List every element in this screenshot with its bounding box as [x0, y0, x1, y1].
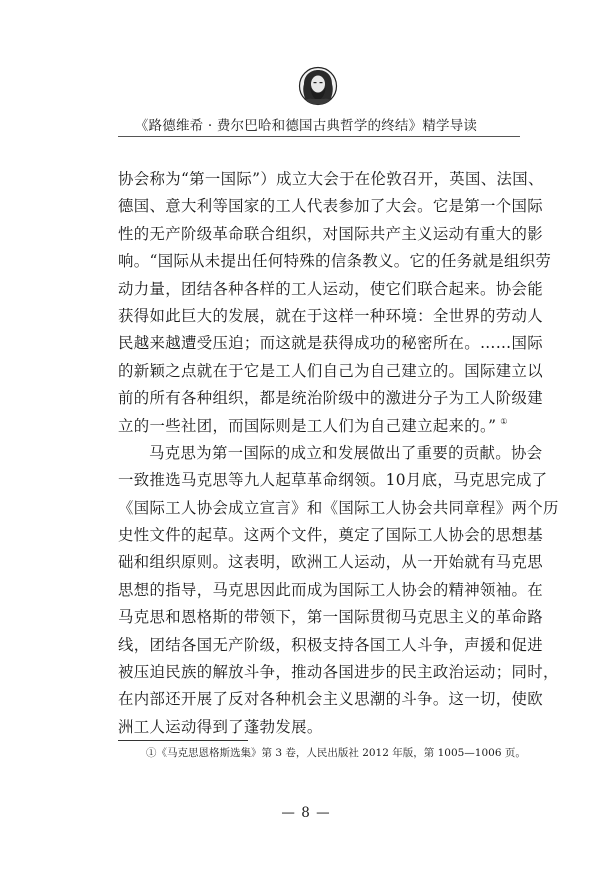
footnote: ①《马克思恩格斯选集》第 3 卷，人民出版社 2012 年版，第 1005—1006 页。: [146, 747, 526, 759]
text-line: 一致推选马克思等九人起草革命纲领。10月底，马克思完成了: [118, 471, 548, 490]
text-line: 获得如此巨大的发展，就在于这样一种环境：全世界的劳动人: [118, 306, 543, 325]
footnote-marker[interactable]: ①: [500, 417, 508, 427]
running-header-title: 《路德维希 · 费尔巴哈和德国古典哲学的终结》精学导读: [134, 118, 478, 134]
text-line: 动力量，团结各种各样的工人运动，使它们联合起来。协会能: [118, 279, 543, 298]
text-line: 马克思和恩格斯的带领下，第一国际贯彻马克思主义的革命路: [118, 608, 543, 627]
text-line: 洲工人运动得到了蓬勃发展。: [118, 717, 323, 736]
text-line: 被压迫民族的解放斗争，推动各国进步的民主政治运动；同时，: [118, 663, 559, 682]
text-line: 的新颖之点就在于它是工人们自己为自己建立的。国际建立以: [118, 361, 543, 380]
text-line: 民越来越遭受压迫；而这就是获得成功的秘密所在。……国际: [118, 334, 543, 353]
text-line-with-footnote: [118, 413, 520, 440]
text-line: 德国、意大利等国家的工人代表参加了大会。它是第一个国际: [118, 197, 543, 216]
text-line: 响。“国际从未提出任何特殊的信条教义。它的任务就是组织劳: [118, 252, 552, 271]
text-line: 思想的指导，马克思因此而成为国际工人协会的精神领袖。在: [118, 580, 543, 599]
text-line: 础和组织原则。这表明，欧洲工人运动，从一开始就有马克思: [118, 553, 543, 572]
text-line: 在内部还开展了反对各种机会主义思潮的斗争。这一切，使欧: [118, 690, 543, 709]
text-line: 《国际工人协会成立宣言》和《国际工人协会共同章程》两个历: [118, 498, 559, 517]
text-line: 立的一些社团，而国际则是工人们为自己建立起来的。”: [118, 416, 497, 435]
text-line: 史性文件的起草。这两个文件，奠定了国际工人协会的思想基: [118, 526, 543, 545]
text-line: 线，团结各国无产阶级，积极支持各国工人斗争，声援和促进: [118, 635, 543, 654]
text-line: 协会称为“第一国际”）成立大会于在伦敦召开，英国、法国、: [118, 170, 544, 188]
paragraph-start-line: 马克思为第一国际的成立和发展做出了重要的贡献。协会: [149, 443, 543, 462]
body-text: [118, 166, 559, 741]
text-line: 前的所有各种组织，都是统治阶级中的激进分子为工人阶级建: [118, 389, 543, 408]
footnote-divider: [118, 740, 248, 741]
portrait-logo-icon: [298, 66, 338, 106]
header-divider: [118, 136, 520, 137]
page-number: — 8 —: [281, 805, 331, 821]
text-line: 性的无产阶级革命联合组织，对国际共产主义运动有重大的影: [118, 224, 543, 243]
